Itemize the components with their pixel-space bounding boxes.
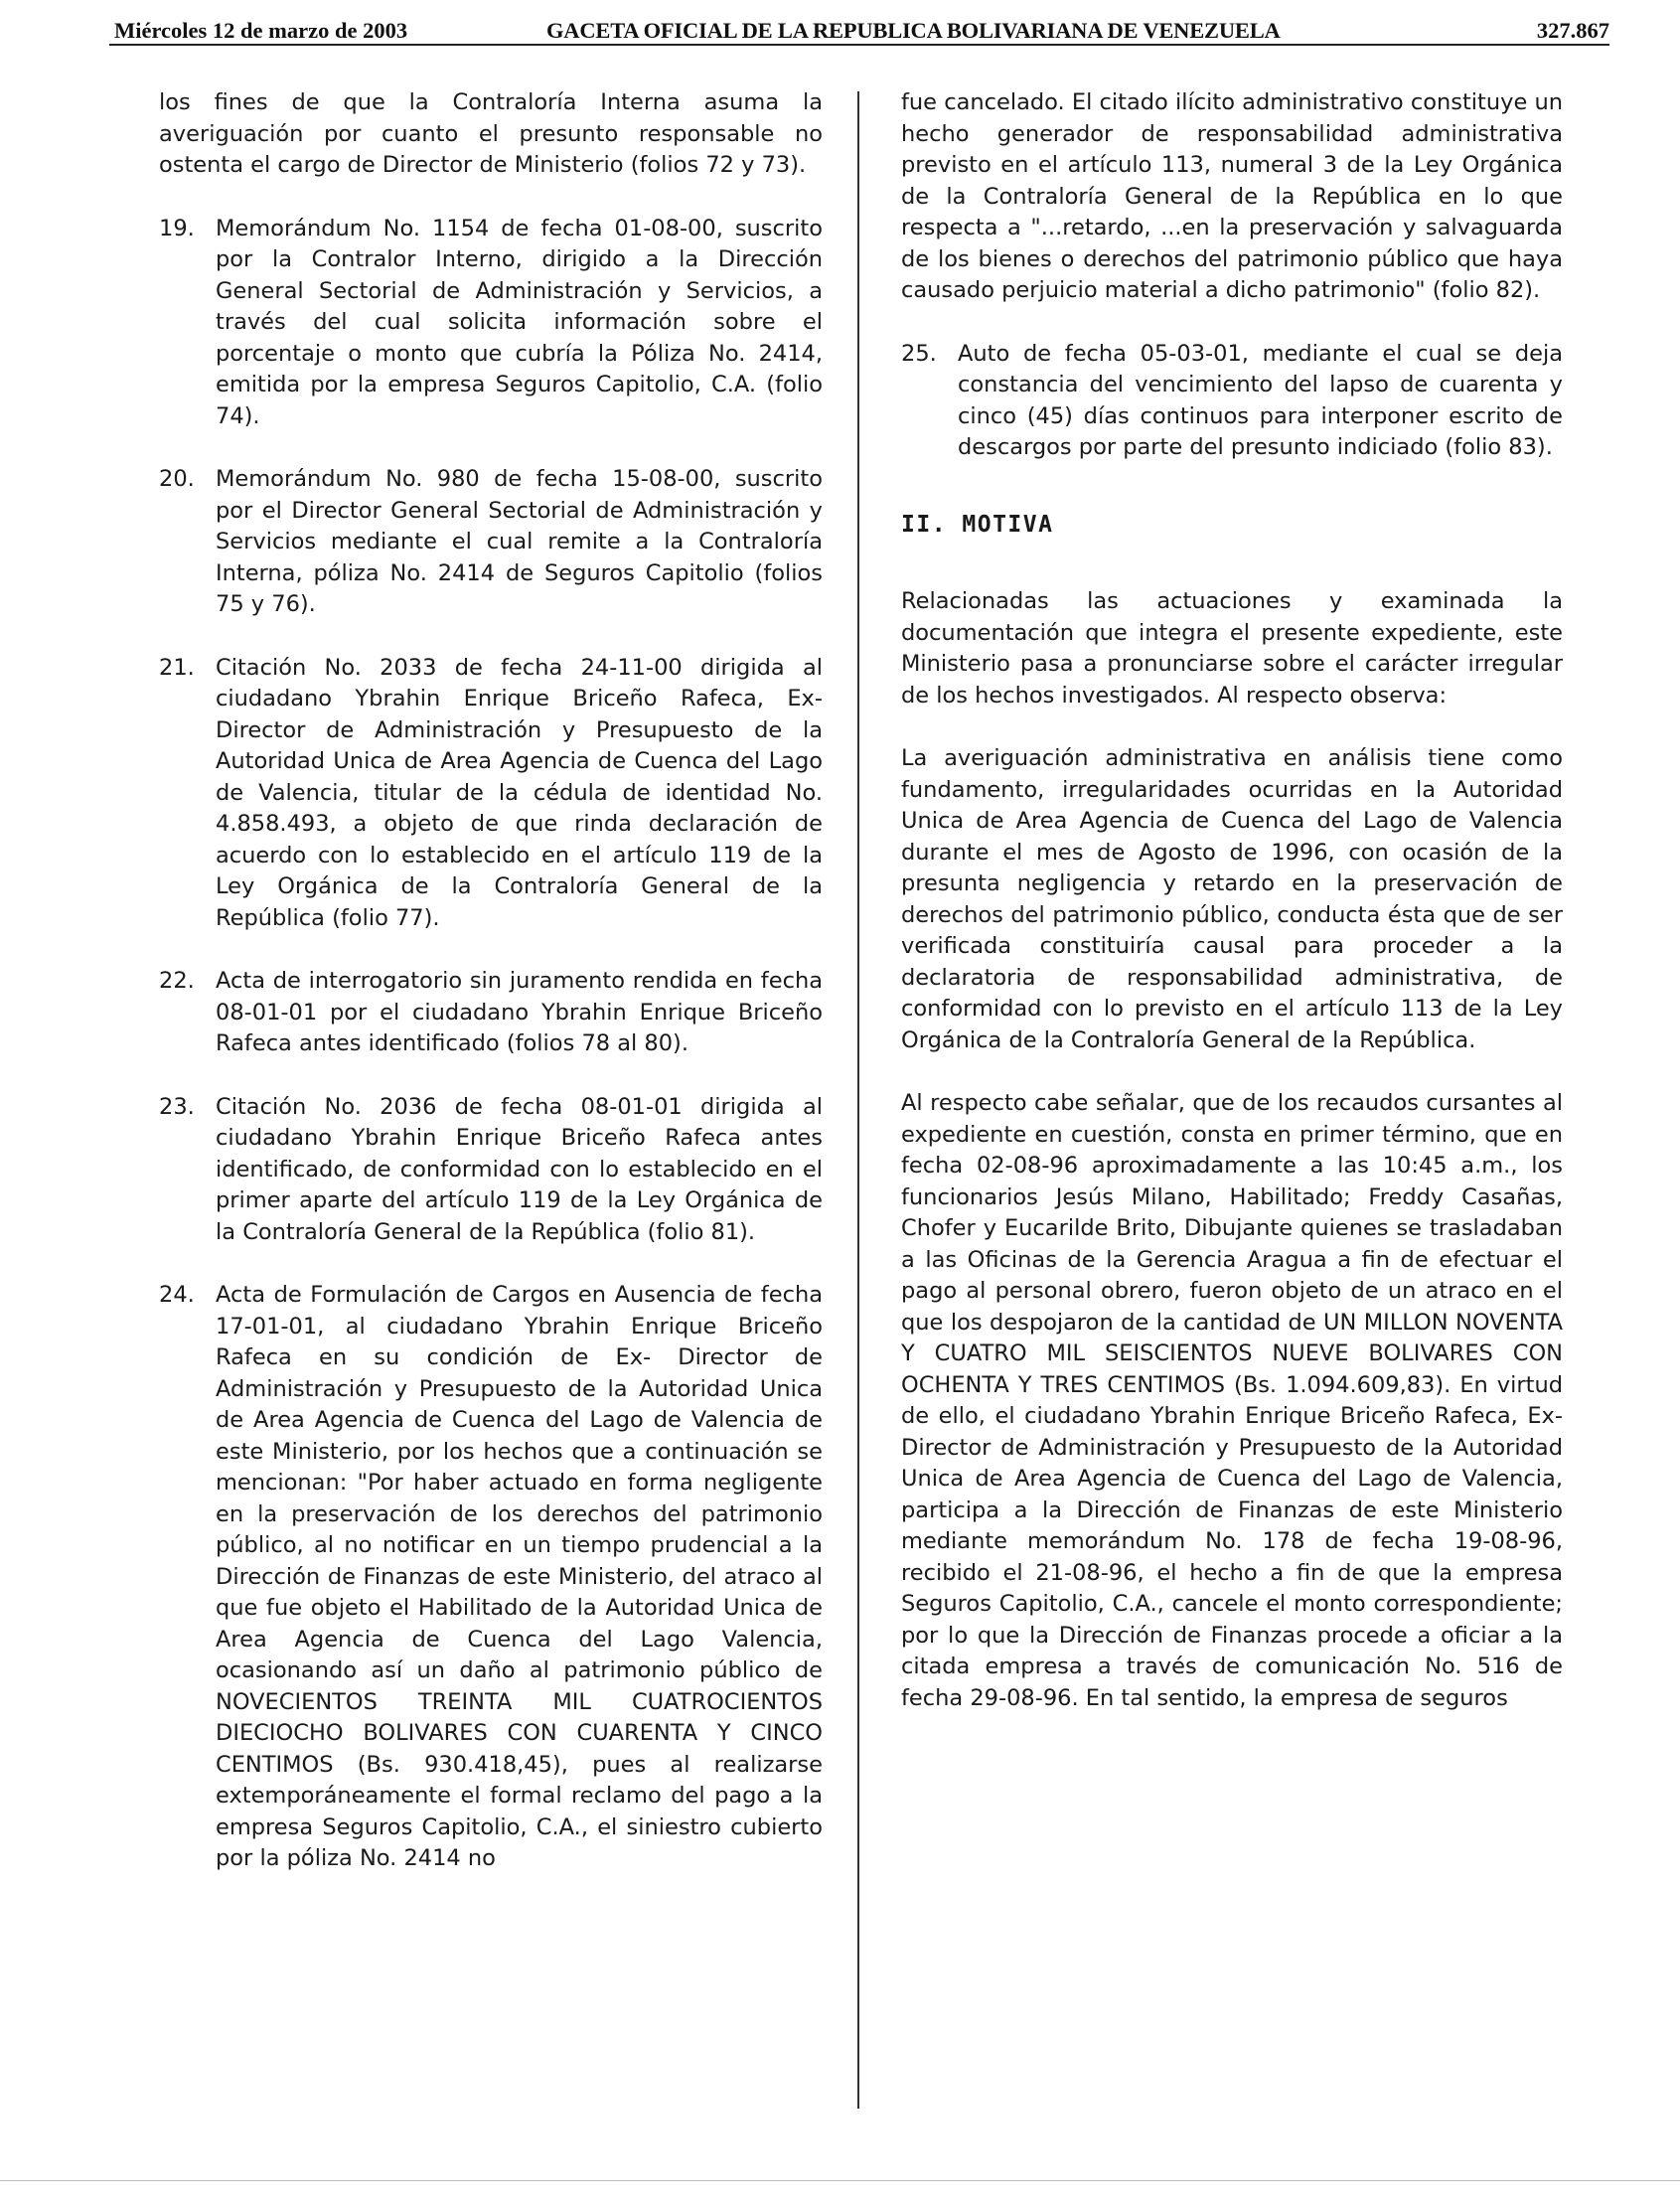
paragraph: Relacionadas las actuaciones y examinada la documentación que integra el presente expediente, este Ministerio pasa a pronunciarse sobre el carácter irregular de los hechos investigados. Al respecto observa:: [901, 588, 1563, 709]
left-continuation: los fines de que la Contraloría Interna asuma la averiguación por cuanto el presunto responsable no ostenta el cargo de Director de Ministerio (folios 72 y 73).: [159, 89, 823, 178]
list-text: Citación No. 2033 de fecha 24-11-00 dirigida al ciudadano Ybrahin Enrique Briceño Rafeca, Ex-Director de Administración y Presupuesto de la Autoridad Unica de Area Agencia de Cuenca del Lago de Valencia, titular de la cédula de identidad No. 4.858.493, a objeto de que rinda declaración de acuerdo con lo establecido en el artículo 119 de la Ley Orgánica de la Contraloría General de la República (folio 77).: [216, 654, 823, 931]
list-number: 19.: [159, 215, 195, 241]
list-item: [901, 339, 1563, 464]
list-number: 24.: [159, 1282, 195, 1308]
list-text: Acta de interrogatorio sin juramento rendida en fecha 08-01-01 por el ciudadano Ybrahin Enrique Briceño Rafeca antes identificado (folios 78 al 80).: [216, 968, 823, 1056]
list-text: Auto de fecha 05-03-01, mediante el cual se deja constancia del vencimiento del lapso de cuarenta y cinco (45) días continuos para interponer escrito de descargos por parte del presunto indiciado (folio 83).: [958, 340, 1563, 460]
header-page-number: 327.867: [1536, 18, 1609, 43]
list-text: Acta de Formulación de Cargos en Ausencia de fecha 17-01-01, al ciudadano Ybrahin Enrique Briceño Rafeca en su condición de Ex- Director de Administración y Presupuesto de la Autoridad Unica de Area Agencia de Cuenca del Lago de Valencia de este Ministerio, por los hechos que a continuación se mencionan: "Por haber actuado en forma negligente en la preservación de los derechos del patrimonio público, al no notificar en un tiempo prudencial a la Dirección de Finanzas de este Ministerio, del atraco al que fue objeto el Habilitado de la Autoridad Unica de Area Agencia de Cuenca del Lago Valencia, ocasionando así un daño al patrimonio público de NOVECIENTOS TREINTA MIL CUATROCIENTOS DIECIOCHO BOLIVARES CON CUARENTA Y CINCO CENTIMOS (Bs. 930.418,45), pues al realizarse extemporáneamente el formal reclamo del pago a la empresa Seguros Capitolio, C.A., el siniestro cubierto por la póliza No. 2414 no: [216, 1282, 823, 1871]
list-item: [159, 966, 823, 1060]
list-number: 21.: [159, 654, 195, 681]
header-title: GACETA OFICIAL DE LA REPUBLICA BOLIVARIANA DE VENEZUELA: [546, 18, 1281, 43]
list-number: 20.: [159, 466, 195, 492]
left-column: [159, 87, 823, 1875]
list-number: 23.: [159, 1093, 195, 1120]
header-date: Miércoles 12 de marzo de 2003: [114, 18, 408, 43]
list-number: 25.: [901, 340, 937, 367]
bottom-rule: [0, 2180, 1680, 2181]
list-number: 22.: [159, 968, 195, 994]
list-item: [159, 1280, 823, 1875]
column-divider: [857, 91, 859, 2109]
header-rule: [109, 44, 1609, 46]
list-item: [159, 1092, 823, 1249]
right-continuation: fue cancelado. El citado ilícito administrativo constituye un hecho generador de responsabilidad administrativa previsto en el artículo 113, numeral 3 de la Ley Orgánica de la Contraloría General de la República en lo que respecta a "...retardo, ...en la preservación y salvaguarda de los bienes o derechos del patrimonio público que haya causado perjuicio material a dicho patrimonio" (folio 82).: [901, 89, 1563, 303]
paragraph: La averiguación administrativa en análisis tiene como fundamento, irregularidades ocurridas en la Autoridad Unica de Area Agencia de Cuenca del Lago de Valencia durante el mes de Agosto de 1996, con ocasión de la presunta negligencia y retardo en la preservación de derechos del patrimonio público, conducta ésta que de ser verificada constituiría causal para proceder a la declaratoria de responsabilidad administrativa, de conformidad con lo previsto en el artículo 113 de la Ley Orgánica de la Contraloría General de la República.: [901, 745, 1563, 1053]
list-text: Memorándum No. 1154 de fecha 01-08-00, suscrito por la Contralor Interno, dirigido a la Dirección General Sectorial de Administración y Servicios, a través del cual solicita información sobre el porcentaje o monto que cubría la Póliza No. 2414, emitida por la empresa Seguros Capitolio, C.A. (folio 74).: [216, 215, 823, 429]
paragraph: Al respecto cabe señalar, que de los recaudos cursantes al expediente en cuestión, consta en primer término, que en fecha 02-08-96 aproximadamente a las 10:45 a.m., los funcionarios Jesús Milano, Habilitado; Freddy Casañas, Chofer y Eucarilde Brito, Dibujante quienes se trasladaban a las Oficinas de la Gerencia Aragua a fin de efectuar el pago al personal obrero, fueron objeto de un atraco en el que los despojaron de la cantidad de UN MILLON NOVENTA Y CUATRO MIL SEISCIENTOS NUEVE BOLIVARES CON OCHENTA Y TRES CENTIMOS (Bs. 1.094.609,83). En virtud de ello, el ciudadano Ybrahin Enrique Briceño Rafeca, Ex-Director de Administración y Presupuesto de la Autoridad Unica de Area Agencia de Cuenca del Lago de Valencia, participa a la Dirección de Finanzas de este Ministerio mediante memorándum No. 178 de fecha 19-08-96, recibido el 21-08-96, el hecho a fin de que la empresa Seguros Capitolio, C.A., cancele el monto correspondiente; por lo que la Dirección de Finanzas procede a oficiar a la citada empresa a través de comunicación No. 516 de fecha 29-08-96. En tal sentido, la empresa de seguros: [901, 1090, 1563, 1711]
list-item: [159, 214, 823, 433]
list-item: [159, 653, 823, 935]
list-text: Citación No. 2036 de fecha 08-01-01 dirigida al ciudadano Ybrahin Enrique Briceño Rafeca antes identificado, de conformidad con lo establecido en el primer aparte del artículo 119 de la Ley Orgánica de la Contraloría General de la República (folio 81).: [216, 1093, 823, 1245]
list-text: Memorándum No. 980 de fecha 15-08-00, suscrito por el Director General Sectorial de Administración y Servicios mediante el cual remite a la Contraloría Interna, póliza No. 2414 de Seguros Capitolio (folios 75 y 76).: [216, 466, 823, 617]
right-column: [901, 87, 1563, 1714]
section-heading: II. MOTIVA: [901, 511, 1054, 538]
list-item: [159, 464, 823, 621]
